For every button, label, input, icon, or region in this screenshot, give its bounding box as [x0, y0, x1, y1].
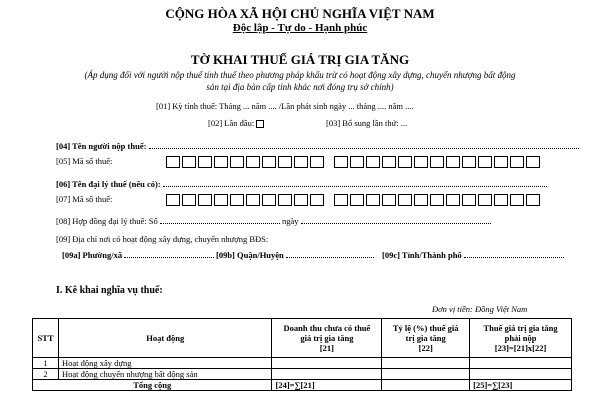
col-revenue [272, 319, 382, 358]
field-tax-code [56, 156, 542, 168]
row-tax-cell[interactable] [470, 358, 572, 369]
form-subtitle-line2: sản tại địa bàn cấp tỉnh khác nơi đóng trụ sở chính) [206, 82, 394, 92]
ward-input[interactable] [124, 249, 214, 258]
total-revenue: [24]=∑[21] [272, 380, 382, 391]
field-activity-address: [09] Địa chỉ nơi có hoạt động xây dựng, chuyển nhượng BĐS: [56, 234, 269, 244]
row-revenue-cell[interactable] [272, 369, 382, 380]
nation-title: CỘNG HÒA XÃ HỘI CHỦ NGHĨA VIỆT NAM [165, 6, 435, 21]
row-activity: Hoạt động chuyển nhượng bất động sản [58, 369, 272, 380]
field-province-label: [09c] Tỉnh/Thành phố [382, 250, 462, 260]
field-agent-tax-code [56, 194, 542, 206]
col-revenue-line1: Doanh thu chưa có thuế [283, 323, 371, 333]
row-revenue-cell[interactable] [272, 358, 382, 369]
field-ward-label: [09a] Phường/xã [62, 250, 123, 260]
field-agent-contract [56, 215, 491, 226]
form-title: TỜ KHAI THUẾ GIÁ TRỊ GIA TĂNG [190, 52, 410, 67]
field-tax-code-label: [05] Mã số thuế: [56, 156, 113, 166]
field-first-time-label: [02] Lần đầu: [208, 118, 255, 128]
field-agent-name-label: [06] Tên đại lý thuế (nếu có): [56, 179, 161, 189]
tax-table [32, 318, 572, 391]
col-tax [470, 319, 572, 358]
field-taxpayer-name [56, 140, 579, 151]
col-tax-code: [23]=[21]x[22] [494, 343, 547, 353]
agent-name-input[interactable] [163, 178, 547, 187]
col-rate-line1: Tỷ lệ (%) thuế giá [392, 323, 459, 333]
taxpayer-name-input[interactable] [149, 140, 579, 149]
field-district [216, 249, 374, 260]
field-province [382, 249, 564, 260]
col-rate-code: [22] [418, 343, 433, 353]
field-taxpayer-name-label: [04] Tên người nộp thuế: [56, 141, 147, 151]
field-district-label: [09b] Quận/Huyện [216, 250, 284, 260]
section-heading: I. Kê khai nghĩa vụ thuế: [56, 285, 163, 296]
col-tax-line1: Thuế giá trị gia tăng [483, 323, 558, 333]
field-ward [62, 249, 214, 260]
row-activity: Hoạt động xây dựng [58, 358, 272, 369]
field-agent-name [56, 178, 547, 189]
province-input[interactable] [464, 249, 564, 258]
table-row [33, 358, 572, 369]
table-header-row [33, 319, 572, 358]
row-stt: 1 [33, 358, 59, 369]
total-label: Tổng cộng [33, 380, 272, 391]
row-tax-cell[interactable] [470, 369, 572, 380]
col-revenue-line2: giá trị gia tăng [300, 333, 354, 343]
table-total-row [33, 380, 572, 391]
first-time-checkbox[interactable] [256, 120, 264, 128]
col-stt: STT [33, 319, 59, 358]
col-activity: Hoạt động [58, 319, 272, 358]
col-rate-line2: trị gia tăng [405, 333, 446, 343]
total-tax: [25]=∑[23] [470, 380, 572, 391]
district-input[interactable] [286, 249, 374, 258]
row-rate-cell[interactable] [382, 369, 470, 380]
field-supplement: [03] Bổ sung lần thứ: ... [326, 118, 408, 128]
row-rate-cell[interactable] [382, 358, 470, 369]
form-subtitle-line1: (Áp dụng đối với người nộp thuế tính thuế theo phương pháp khấu trừ có hoạt động xây dựng, chuyển nhượng bất động [84, 70, 516, 80]
field-agent-tax-code-label: [07] Mã số thuế: [56, 194, 113, 204]
contract-date-input[interactable] [301, 215, 491, 224]
tax-code-input[interactable] [166, 156, 542, 168]
col-tax-line2: phải nộp [504, 333, 537, 343]
field-first-time [208, 118, 264, 128]
contract-number-input[interactable] [160, 215, 280, 224]
national-motto: Độc lập - Tự do - Hạnh phúc [232, 22, 368, 34]
col-rate [382, 319, 470, 358]
currency-unit: Đơn vị tiền: Đồng Việt Nam [432, 304, 528, 314]
agent-tax-code-input[interactable] [166, 194, 542, 206]
total-rate-cell [382, 380, 470, 391]
field-agent-contract-label: [08] Hợp đồng đại lý thuế: Số [56, 216, 158, 226]
field-tax-period: [01] Kỳ tính thuế: Tháng ... năm .... /Lần phát sinh ngày ... tháng .... năm .... [156, 101, 414, 111]
field-contract-date-label: ngày [282, 216, 299, 226]
col-revenue-code: [21] [319, 343, 334, 353]
row-stt: 2 [33, 369, 59, 380]
table-row [33, 369, 572, 380]
